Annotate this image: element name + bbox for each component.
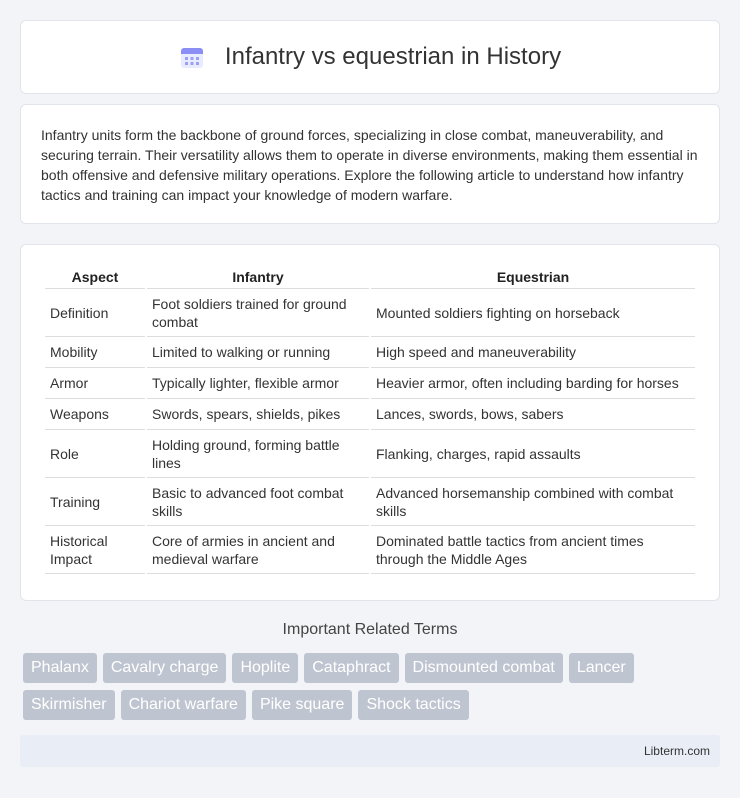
table-cell: Historical Impact bbox=[45, 526, 145, 574]
intro-card bbox=[20, 104, 720, 224]
table-cell: Basic to advanced foot combat skills bbox=[147, 478, 369, 526]
table-cell: Armor bbox=[45, 368, 145, 399]
tag-dismounted-combat[interactable]: Dismounted combat bbox=[405, 653, 563, 683]
table-cell: Lances, swords, bows, sabers bbox=[371, 399, 695, 430]
table-row bbox=[45, 337, 695, 368]
table-cell: Mounted soldiers fighting on horseback bbox=[371, 289, 695, 337]
table-cell: High speed and maneuverability bbox=[371, 337, 695, 368]
table-cell: Limited to walking or running bbox=[147, 337, 369, 368]
header-aspect: Aspect bbox=[45, 265, 145, 289]
related-terms-tags bbox=[23, 653, 723, 720]
table-cell: Heavier armor, often including barding for horses bbox=[371, 368, 695, 399]
page-title: Infantry vs equestrian in History bbox=[224, 43, 562, 70]
intro-text: Infantry units form the backbone of ground forces, specializing in close combat, maneuverability, and securing terrain. Their versatility allows them to operate in diverse environments, making them essential in both offensive and defensive military operations. Explore the following article to understand how infantry tactics and training can impact your knowledge of modern warfare. bbox=[41, 127, 698, 203]
table-row bbox=[45, 289, 695, 337]
tag-shock-tactics[interactable]: Shock tactics bbox=[358, 690, 468, 720]
tag-pike-square[interactable]: Pike square bbox=[252, 690, 353, 720]
tag-cavalry-charge[interactable]: Cavalry charge bbox=[103, 653, 227, 683]
tag-chariot-warfare[interactable]: Chariot warfare bbox=[121, 690, 246, 720]
header-infantry: Infantry bbox=[147, 265, 369, 289]
table-row bbox=[45, 399, 695, 430]
table-cell: Dominated battle tactics from ancient times through the Middle Ages bbox=[371, 526, 695, 574]
table-cell: Mobility bbox=[45, 337, 145, 368]
header-equestrian: Equestrian bbox=[371, 265, 695, 289]
tag-hoplite[interactable]: Hoplite bbox=[232, 653, 298, 683]
table-cell: Advanced horsemanship combined with combat skills bbox=[371, 478, 695, 526]
table-cell: Core of armies in ancient and medieval warfare bbox=[147, 526, 369, 574]
table-row bbox=[45, 430, 695, 478]
table-cell: Typically lighter, flexible armor bbox=[147, 368, 369, 399]
table-cell: Flanking, charges, rapid assaults bbox=[371, 430, 695, 478]
table-row bbox=[45, 478, 695, 526]
table-cell: Training bbox=[45, 478, 145, 526]
table-row bbox=[45, 368, 695, 399]
comparison-table bbox=[43, 265, 697, 574]
footer-brand[interactable]: Libterm.com bbox=[643, 744, 710, 758]
table-cell: Swords, spears, shields, pikes bbox=[147, 399, 369, 430]
tag-cataphract[interactable]: Cataphract bbox=[304, 653, 398, 683]
footer bbox=[20, 735, 720, 767]
table-header-row bbox=[45, 265, 695, 289]
tag-skirmisher[interactable]: Skirmisher bbox=[23, 690, 115, 720]
table-cell: Foot soldiers trained for ground combat bbox=[147, 289, 369, 337]
related-terms-title: Important Related Terms bbox=[282, 621, 458, 638]
title-card bbox=[20, 20, 720, 94]
table-row bbox=[45, 526, 695, 574]
table-cell: Holding ground, forming battle lines bbox=[147, 430, 369, 478]
calendar-icon bbox=[179, 44, 205, 70]
tag-lancer[interactable]: Lancer bbox=[569, 653, 634, 683]
table-cell: Role bbox=[45, 430, 145, 478]
table-cell: Definition bbox=[45, 289, 145, 337]
comparison-table-card bbox=[20, 244, 720, 601]
tag-phalanx[interactable]: Phalanx bbox=[23, 653, 97, 683]
table-cell: Weapons bbox=[45, 399, 145, 430]
